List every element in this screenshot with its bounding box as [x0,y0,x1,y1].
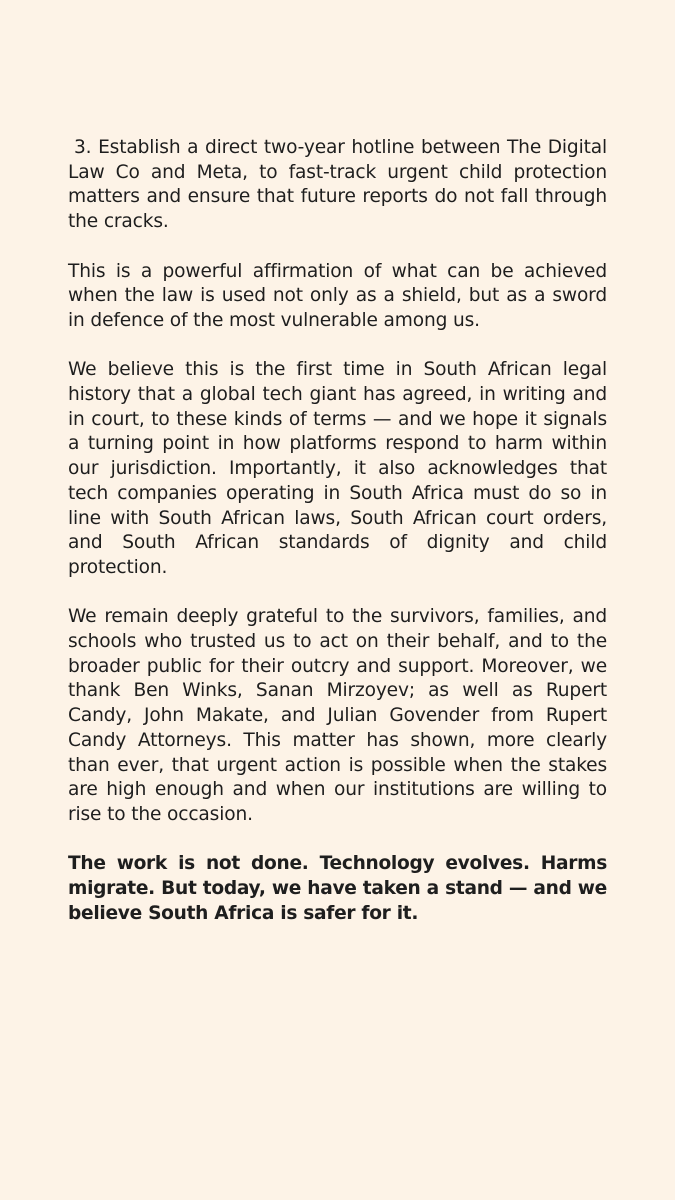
paragraph-hotline-point: 3. Establish a direct two-year hotline between The Digital Law Co and Meta, to fast-track urgent child protection matters and ensure that future reports do not fall through the cracks. [68,137,607,233]
paragraph-gratitude: We remain deeply grateful to the survivors, families, and schools who trusted us to act on their behalf, and to the broader public for their outcry and support. Moreover, we thank Ben Winks, Sanan Mirzoyev; as well as Rupert Candy, John Makate, and Julian Govender from Rupert Candy Attorneys. This matter has shown, more clearly than ever, that urgent action is possible when the stakes are high enough and when our institutions are willing to rise to the occasion. [68,606,607,825]
closing-statement: The work is not done. Technology evolves. Harms migrate. But today, we have taken a stand — and we believe South Africa is safer for it. [68,853,607,924]
paragraph-legal-history: We believe this is the first time in South African legal history that a global tech giant has agreed, in writing and in court, to these kinds of terms — and we hope it signals a turning point in how platforms respond to harm within our jurisdiction. Importantly, it also acknowledges that tech companies operating in South Africa must do so in line with South African laws, South African court orders, and South African standards of dignity and child protection. [68,359,607,578]
paragraph-affirmation: This is a powerful affirmation of what can be achieved when the law is used not only as a shield, but as a sword in defence of the most vulnerable among us. [68,260,607,331]
